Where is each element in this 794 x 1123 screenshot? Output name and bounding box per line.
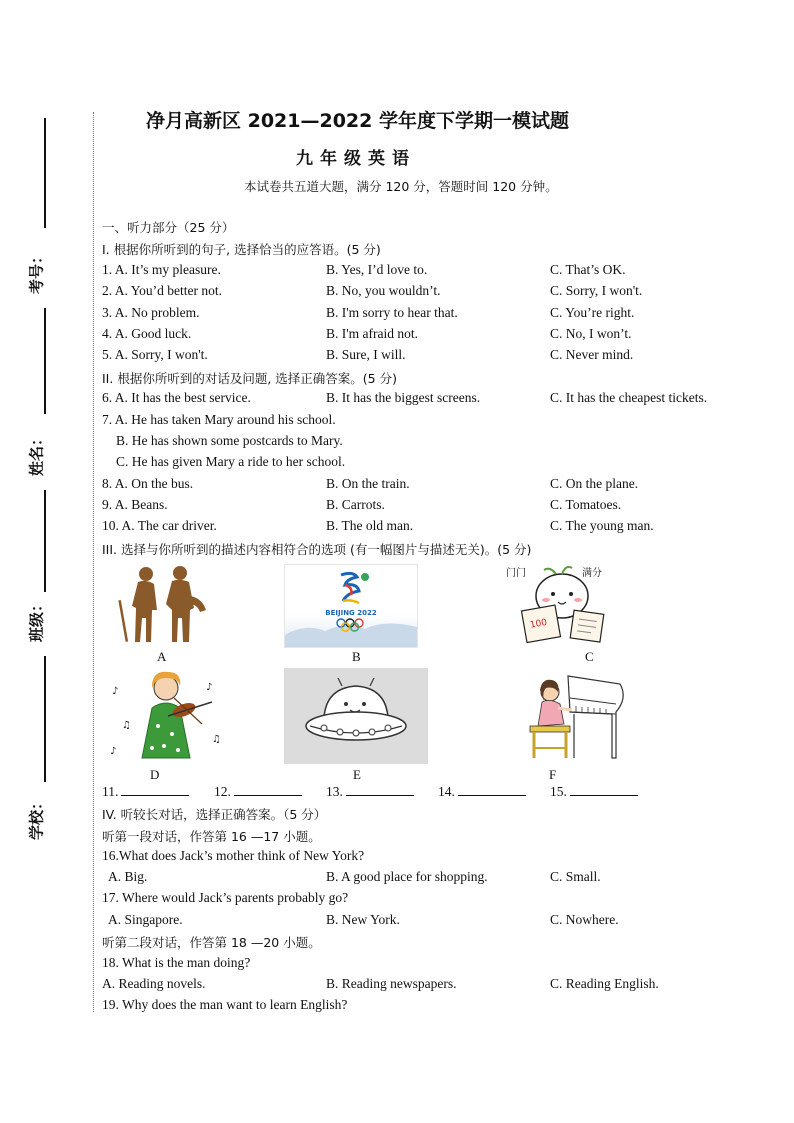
blank-14[interactable]: 14. xyxy=(438,784,526,800)
svg-text:满分: 满分 xyxy=(582,568,602,579)
q7-option-a: 7. A. He has taken Mary around his school. xyxy=(102,412,336,427)
q10-option-c: C. The young man. xyxy=(550,518,654,533)
svg-text:100: 100 xyxy=(529,617,548,631)
picture-c-label: C xyxy=(585,649,594,664)
q8-option-c: C. On the plane. xyxy=(550,476,639,491)
q6-option-c: C. It has the cheapest tickets. xyxy=(550,390,708,405)
picture-b-label: B xyxy=(352,649,361,664)
q3-option-b: B. I'm sorry to hear that. xyxy=(326,305,458,320)
beijing-2022-text: BEIJING 2022 xyxy=(325,609,377,617)
picture-a-elderly-couple xyxy=(102,562,222,646)
blank-12[interactable]: 12. xyxy=(214,784,302,800)
q7-option-b: B. He has shown some postcards to Mary. xyxy=(116,433,343,448)
q9-option-c: C. Tomatoes. xyxy=(550,497,622,512)
q5-option-b: B. Sure, I will. xyxy=(326,347,406,362)
q10-option-a: 10. A. The car driver. xyxy=(102,518,217,533)
q18-option-c: C. Reading English. xyxy=(550,976,659,991)
q1-option-b: B. Yes, I’d love to. xyxy=(326,262,428,277)
q8-option-b: B. On the train. xyxy=(326,476,410,491)
exam-number-field-line xyxy=(44,118,46,228)
class-field-line xyxy=(44,490,46,592)
picture-f-label: F xyxy=(549,767,557,782)
name-label: 姓名： xyxy=(27,431,46,477)
q4-option-c: C. No, I won’t. xyxy=(550,326,632,341)
q16-option-a: A. Big. xyxy=(108,869,148,884)
picture-b-beijing-2022 xyxy=(284,564,418,648)
svg-text:门门: 门门 xyxy=(506,568,526,579)
q2-option-a: 2. A. You’d better not. xyxy=(102,283,223,298)
q6-option-b: B. It has the biggest screens. xyxy=(326,390,481,405)
blank-13[interactable]: 13. xyxy=(326,784,414,800)
part1-heading: I. 根据你所听到的句子, 选择恰当的应答语。(5 分) xyxy=(102,242,381,257)
q17-question: 17. Where would Jack’s parents probably go? xyxy=(102,890,349,905)
q1-option-a: 1. A. It’s my pleasure. xyxy=(102,262,221,277)
school-field-line xyxy=(44,656,46,782)
q10-option-b: B. The old man. xyxy=(326,518,414,533)
svg-text:♪: ♪ xyxy=(206,682,213,693)
part4-heading: IV. 听较长对话，选择正确答案。（5 分） xyxy=(102,807,327,822)
dialog2-instruction: 听第二段对话，作答第 18 —20 小题。 xyxy=(102,935,321,950)
q4-option-b: B. I'm afraid not. xyxy=(326,326,419,341)
picture-c-full-marks xyxy=(500,562,622,646)
part2-heading: II. 根据你所听到的对话及问题, 选择正确答案。(5 分) xyxy=(102,371,397,386)
part3-heading: III. 选择与你所听到的描述内容相符合的选项 (有一幅图片与描述无关)。(5 分) xyxy=(102,542,532,557)
svg-text:♪: ♪ xyxy=(112,686,119,697)
q16-option-c: C. Small. xyxy=(550,869,601,884)
q1-option-c: C. That’s OK. xyxy=(550,262,626,277)
blank-11[interactable]: 11. xyxy=(102,784,189,800)
picture-d-violin-girl xyxy=(108,664,228,764)
q2-option-c: C. Sorry, I won't. xyxy=(550,283,643,298)
q3-option-a: 3. A. No problem. xyxy=(102,305,200,320)
picture-e-ufo xyxy=(284,668,428,764)
exam-title: 净月高新区 2021—2022 学年度下学期一模试题 xyxy=(146,110,569,132)
q16-question: 16.What does Jack’s mother think of New York? xyxy=(102,848,365,863)
q9-option-a: 9. A. Beans. xyxy=(102,497,168,512)
picture-f-piano-girl xyxy=(520,668,630,766)
exam-subtitle: 九年级英语 xyxy=(296,149,416,169)
exam-number-label: 考号： xyxy=(27,249,46,295)
q7-option-c: C. He has given Mary a ride to her school. xyxy=(116,454,346,469)
picture-e-label: E xyxy=(353,767,361,782)
school-label: 学校： xyxy=(27,795,46,841)
name-field-line xyxy=(44,308,46,414)
q4-option-a: 4. A. Good luck. xyxy=(102,326,192,341)
blank-15[interactable]: 15. xyxy=(550,784,638,800)
q17-option-a: A. Singapore. xyxy=(108,912,183,927)
q2-option-b: B. No, you wouldn’t. xyxy=(326,283,441,298)
q17-option-b: B. New York. xyxy=(326,912,400,927)
q18-question: 18. What is the man doing? xyxy=(102,955,251,970)
q19-question: 19. Why does the man want to learn English? xyxy=(102,997,348,1012)
q3-option-c: C. You’re right. xyxy=(550,305,635,320)
svg-text:♫: ♫ xyxy=(122,720,131,731)
q9-option-b: B. Carrots. xyxy=(326,497,385,512)
q18-option-a: A. Reading novels. xyxy=(102,976,206,991)
svg-text:♫: ♫ xyxy=(212,734,221,745)
q17-option-c: C. Nowhere. xyxy=(550,912,619,927)
picture-a-label: A xyxy=(157,649,167,664)
q5-option-c: C. Never mind. xyxy=(550,347,634,362)
binding-dotted-line xyxy=(93,112,94,1012)
q8-option-a: 8. A. On the bus. xyxy=(102,476,194,491)
picture-d-label: D xyxy=(150,767,160,782)
section-heading: 一、听力部分（25 分） xyxy=(102,220,235,235)
class-label: 班级： xyxy=(27,597,46,643)
svg-text:♪: ♪ xyxy=(110,746,117,757)
q6-option-a: 6. A. It has the best service. xyxy=(102,390,251,405)
exam-note: 本试卷共五道大题，满分 120 分，答题时间 120 分钟。 xyxy=(244,179,558,194)
dialog1-instruction: 听第一段对话，作答第 16 —17 小题。 xyxy=(102,829,321,844)
q5-option-a: 5. A. Sorry, I won't. xyxy=(102,347,208,362)
q16-option-b: B. A good place for shopping. xyxy=(326,869,488,884)
q18-option-b: B. Reading newspapers. xyxy=(326,976,457,991)
